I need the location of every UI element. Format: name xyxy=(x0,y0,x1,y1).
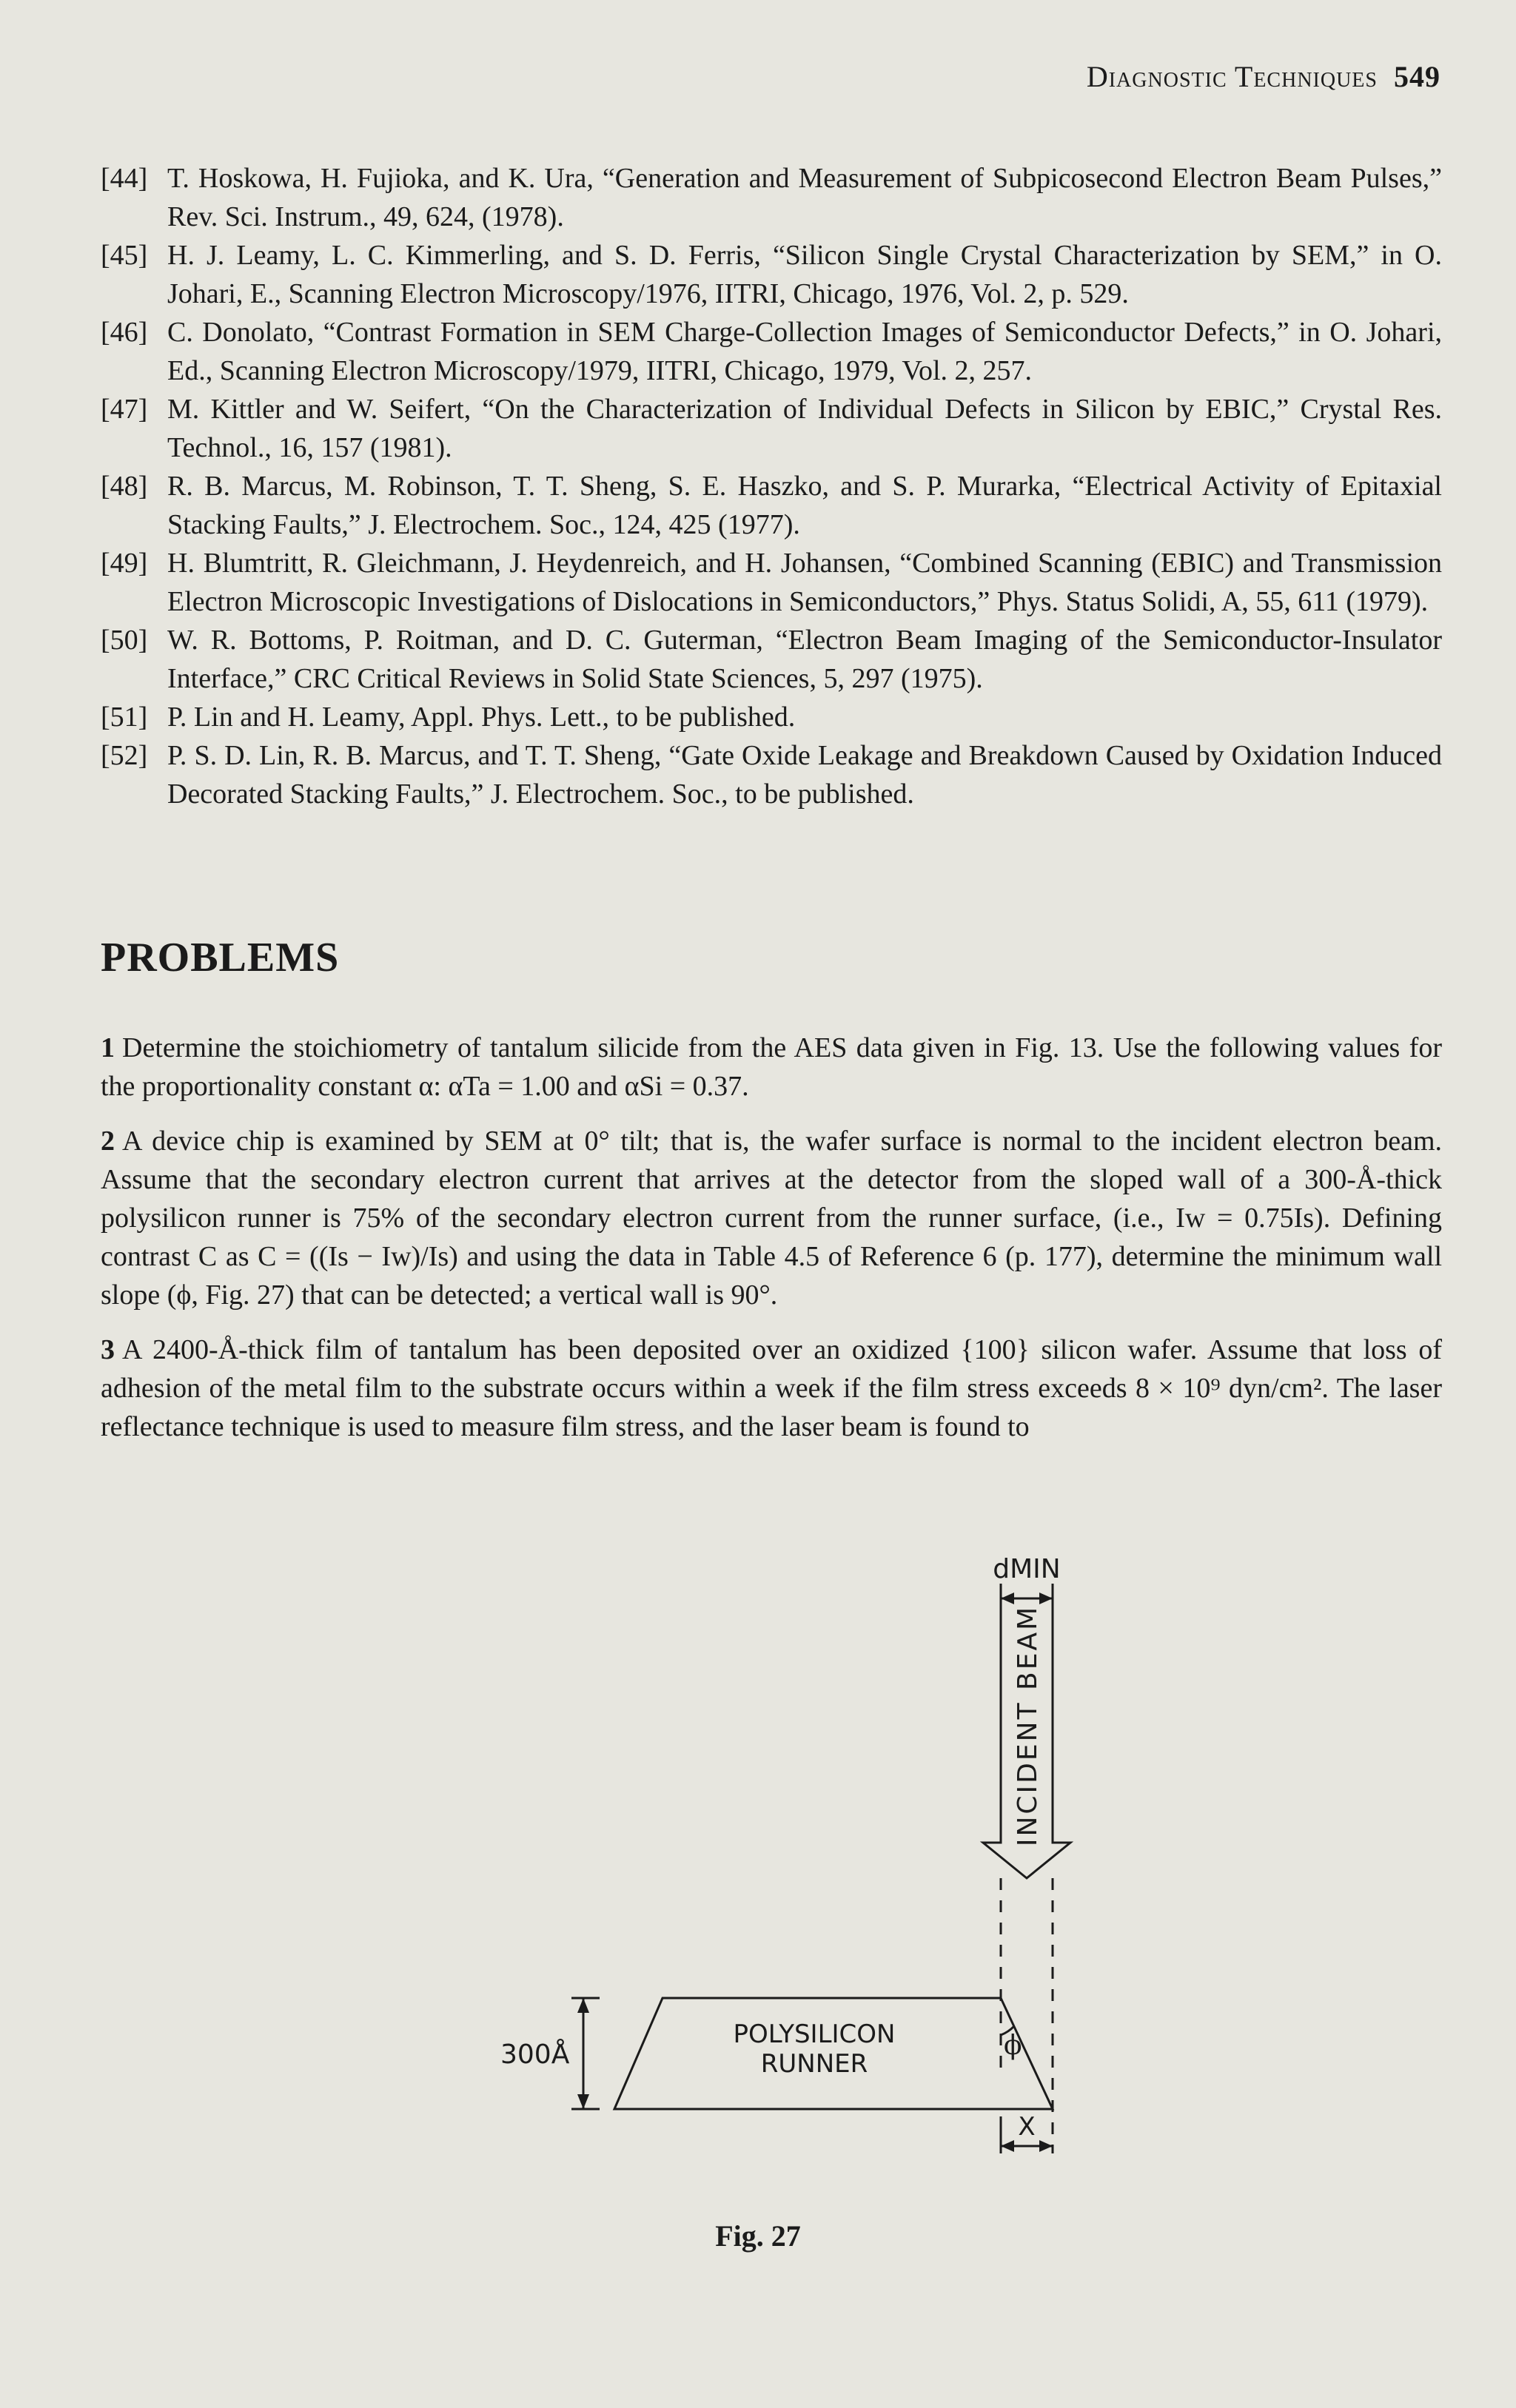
dmin-left-arrowhead xyxy=(1001,1593,1014,1604)
page-number: 549 xyxy=(1394,60,1440,93)
problem-text: A device chip is examined by SEM at 0° tilt; that is, the wafer surface is normal to the incident electron beam. Assume that the secondary electron current that arrives at the detector from the sloped wall of a 300-Å-thick polysilicon runner is 75% of the secondary electron current from the runner surface, (i.e., Iw = 0.75Is). Defining contrast C as C = ((Is − Iw)/Is) and using the data in Table 4.5 of Reference 6 (p. 177), determine the minimum wall slope (ϕ, Fig. 27) that can be detected; a vertical wall is 90°. xyxy=(101,1126,1442,1311)
reference-text: H. Blumtritt, R. Gleichmann, J. Heydenreich, and H. Johansen, “Combined Scanning (EBIC) and Transmission Electron Microscopic Investigations of Dislocations in Semiconductors,” Phys. Status Solidi, A, 55, 611 (1979). xyxy=(167,548,1442,617)
reference-text: T. Hoskowa, H. Fujioka, and K. Ura, “Generation and Measurement of Subpicosecond Electron Beam Pulses,” Rev. Sci. Instrum., 49, 624, (1978). xyxy=(167,163,1442,232)
incident-beam-label: INCIDENT BEAM xyxy=(1013,1604,1043,1847)
runner-label-line2: RUNNER xyxy=(760,2049,868,2079)
reference-number: [45] xyxy=(101,240,148,271)
reference-list xyxy=(101,159,1442,813)
reference-item xyxy=(101,236,1442,313)
figure-caption: Fig. 27 xyxy=(715,2219,801,2253)
thickness-bottom-arrowhead xyxy=(577,2094,589,2109)
problems-list xyxy=(101,1029,1442,1462)
reference-text: W. R. Bottoms, P. Roitman, and D. C. Guterman, “Electron Beam Imaging of the Semiconductor-Insulator Interface,” CRC Critical Reviews in Solid State Sciences, 5, 297 (1975). xyxy=(167,625,1442,694)
dmin-label: dMIN xyxy=(993,1554,1061,1584)
reference-item xyxy=(101,621,1442,698)
reference-text: R. B. Marcus, M. Robinson, T. T. Sheng, S. E. Haszko, and S. P. Murarka, “Electrical Activity of Epitaxial Stacking Faults,” J. Electrochem. Soc., 124, 425 (1977). xyxy=(167,471,1442,540)
reference-number: [47] xyxy=(101,394,148,425)
problem-item xyxy=(101,1029,1442,1106)
reference-item xyxy=(101,159,1442,236)
reference-text: P. S. D. Lin, R. B. Marcus, and T. T. Sheng, “Gate Oxide Leakage and Breakdown Caused by Oxidation Induced Decorated Stacking Faults,” J. Electrochem. Soc., to be published. xyxy=(167,740,1442,810)
problem-item xyxy=(101,1122,1442,1314)
dmin-right-arrowhead xyxy=(1039,1593,1053,1604)
problem-item xyxy=(101,1331,1442,1446)
problem-number: 2 xyxy=(101,1126,115,1157)
problem-number: 3 xyxy=(101,1334,115,1365)
angle-label: ϕ xyxy=(1004,2031,1022,2061)
reference-text: C. Donolato, “Contrast Formation in SEM Charge-Collection Images of Semiconductor Defects,” in O. Johari, Ed., Scanning Electron Microscopy/1979, IITRI, Chicago, 1979, Vol. 2, 257. xyxy=(167,317,1442,386)
reference-item xyxy=(101,698,1442,736)
reference-item xyxy=(101,313,1442,390)
reference-number: [48] xyxy=(101,471,148,502)
reference-number: [49] xyxy=(101,548,148,579)
sem-runner-diagram xyxy=(474,1524,1140,2161)
x-right-arrowhead xyxy=(1039,2140,1053,2152)
reference-item xyxy=(101,390,1442,467)
reference-item xyxy=(101,544,1442,621)
thickness-label: 300Å xyxy=(500,2039,570,2070)
x-label: X xyxy=(1018,2112,1036,2142)
reference-text: P. Lin and H. Leamy, Appl. Phys. Lett., to be published. xyxy=(167,702,796,733)
figure-27-diagram xyxy=(474,1524,1140,2161)
reference-number: [52] xyxy=(101,740,148,771)
problem-text: Determine the stoichiometry of tantalum silicide from the AES data given in Fig. 13. Use the following values for the proportionality constant α: αTa = 1.00 and αSi = 0.37. xyxy=(101,1032,1442,1102)
reference-text: M. Kittler and W. Seifert, “On the Characterization of Individual Defects in Silicon by EBIC,” Crystal Res. Technol., 16, 157 (1981). xyxy=(167,394,1442,463)
problems-heading: PROBLEMS xyxy=(101,935,340,981)
reference-text: H. J. Leamy, L. C. Kimmerling, and S. D. Ferris, “Silicon Single Crystal Characterization by SEM,” in O. Johari, E., Scanning Electron Microscopy/1976, IITRI, Chicago, 1976, Vol. 2, p. 529. xyxy=(167,240,1442,309)
section-title: Diagnostic Techniques xyxy=(1086,60,1378,93)
reference-number: [50] xyxy=(101,625,148,656)
x-left-arrowhead xyxy=(1001,2140,1014,2152)
running-header xyxy=(1087,59,1440,94)
problem-number: 1 xyxy=(101,1032,115,1063)
reference-item xyxy=(101,467,1442,544)
thickness-top-arrowhead xyxy=(577,1998,589,2013)
reference-number: [46] xyxy=(101,317,148,348)
reference-item xyxy=(101,736,1442,813)
reference-number: [51] xyxy=(101,702,148,733)
reference-number: [44] xyxy=(101,163,148,194)
problem-text: A 2400-Å-thick film of tantalum has been deposited over an oxidized {100} silicon wafer. Assume that loss of adhesion of the metal film to the substrate occurs within a week if the film stress exceeds 8 × 10⁹ dyn/cm². The laser reflectance technique is used to measure film stress, and the laser beam is found to xyxy=(101,1334,1442,1442)
runner-label-line1: POLYSILICON xyxy=(733,2019,896,2049)
